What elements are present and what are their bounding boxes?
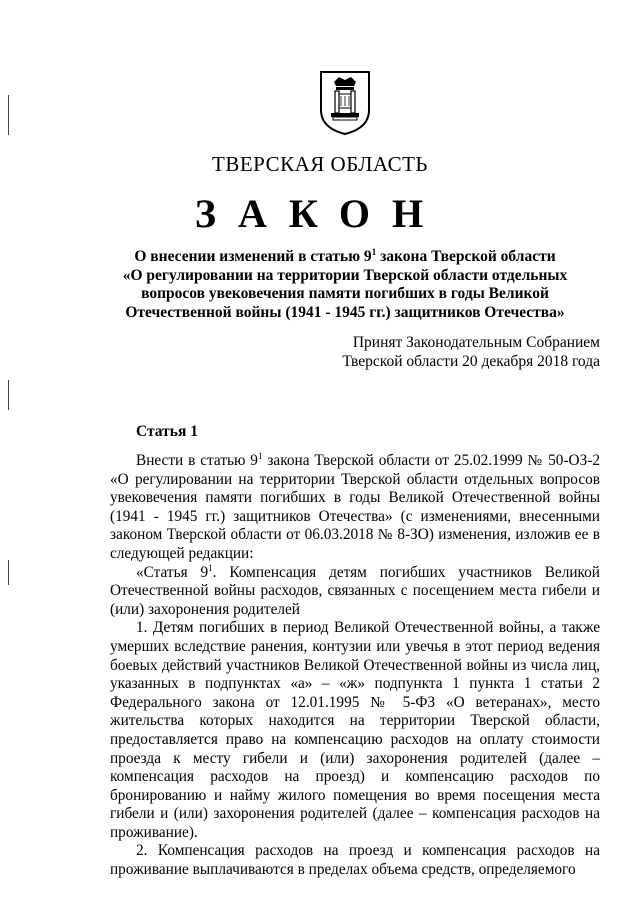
scan-margin-mark — [8, 380, 9, 410]
article-body — [110, 452, 600, 880]
scan-margin-mark — [8, 560, 9, 585]
subject-line-4: Отечественной войны (1941 - 1945 гг.) защитников Отечества» — [125, 303, 565, 321]
subject-line-3: вопросов увековечения памяти погибших в годы Великой — [141, 285, 549, 302]
region-title: ТВЕРСКАЯ ОБЛАСТЬ — [212, 152, 428, 176]
paragraph: «Статья $9^1$. Компенсация детям погибших участников Великой Отечественной войны расходов, связанных с посещением места гибели и (или) захоронения родителей — [110, 562, 600, 618]
law-subject — [120, 248, 570, 322]
paragraph: 1. Детям погибших в период Великой Отечественной войны, а также умерших вследствие ранения, контузии или увечья в этот период ведения боевых действий участников Великой Отечественной войны из числа лиц, указанных в подпунктах «а» – «ж» подпункта 1 пункта 1 статьи 2 Федерального закона от 12.01.1995 № 5-ФЗ «О ветеранах», место жительства которых находится на территории Тверской области, предоставляется право на компенсацию расходов на оплату стоимости проезда к месту гибели и (или) захоронения родителей (далее – компенсация расходов на проезд) и компенсацию расходов по бронированию и найму жилого помещения во время посещения места гибели и (или) захоронения родителей (далее – компенсация расходов на проживание). — [110, 619, 600, 841]
paragraph: 2. Компенсация расходов на проезд и компенсация расходов на проживание выплачиваются в пределах объема средств, определяемого — [110, 842, 600, 879]
document-type-title: ЗАКОН — [194, 191, 446, 236]
subject-line-1: О внесении изменений в статью $9^1$ закона Тверской области — [134, 246, 556, 265]
scan-margin-mark — [8, 95, 9, 135]
paragraph: Внести в статью $9^1$ закона Тверской области от 25.02.1999 № 50-ОЗ-2 «О регулировании на территории Тверской области отдельных вопросов увековечения памяти погибших в годы Великой Отечественной войны (1941 - 1945 гг.) защитников Отечества» (с изменениями, внесенными законом Тверской области от 06.03.2018 № 8-ЗО) изменения, изложив ее в следующей редакции: — [110, 450, 600, 562]
coat-of-arms-icon — [319, 70, 371, 136]
article-heading: Статья 1 — [136, 423, 198, 440]
adoption-note: Принят Законодательным Собранием Тверской области 20 декабря 2018 года — [342, 334, 600, 370]
subject-line-2: «О регулировании на территории Тверской области отдельных — [122, 266, 568, 284]
